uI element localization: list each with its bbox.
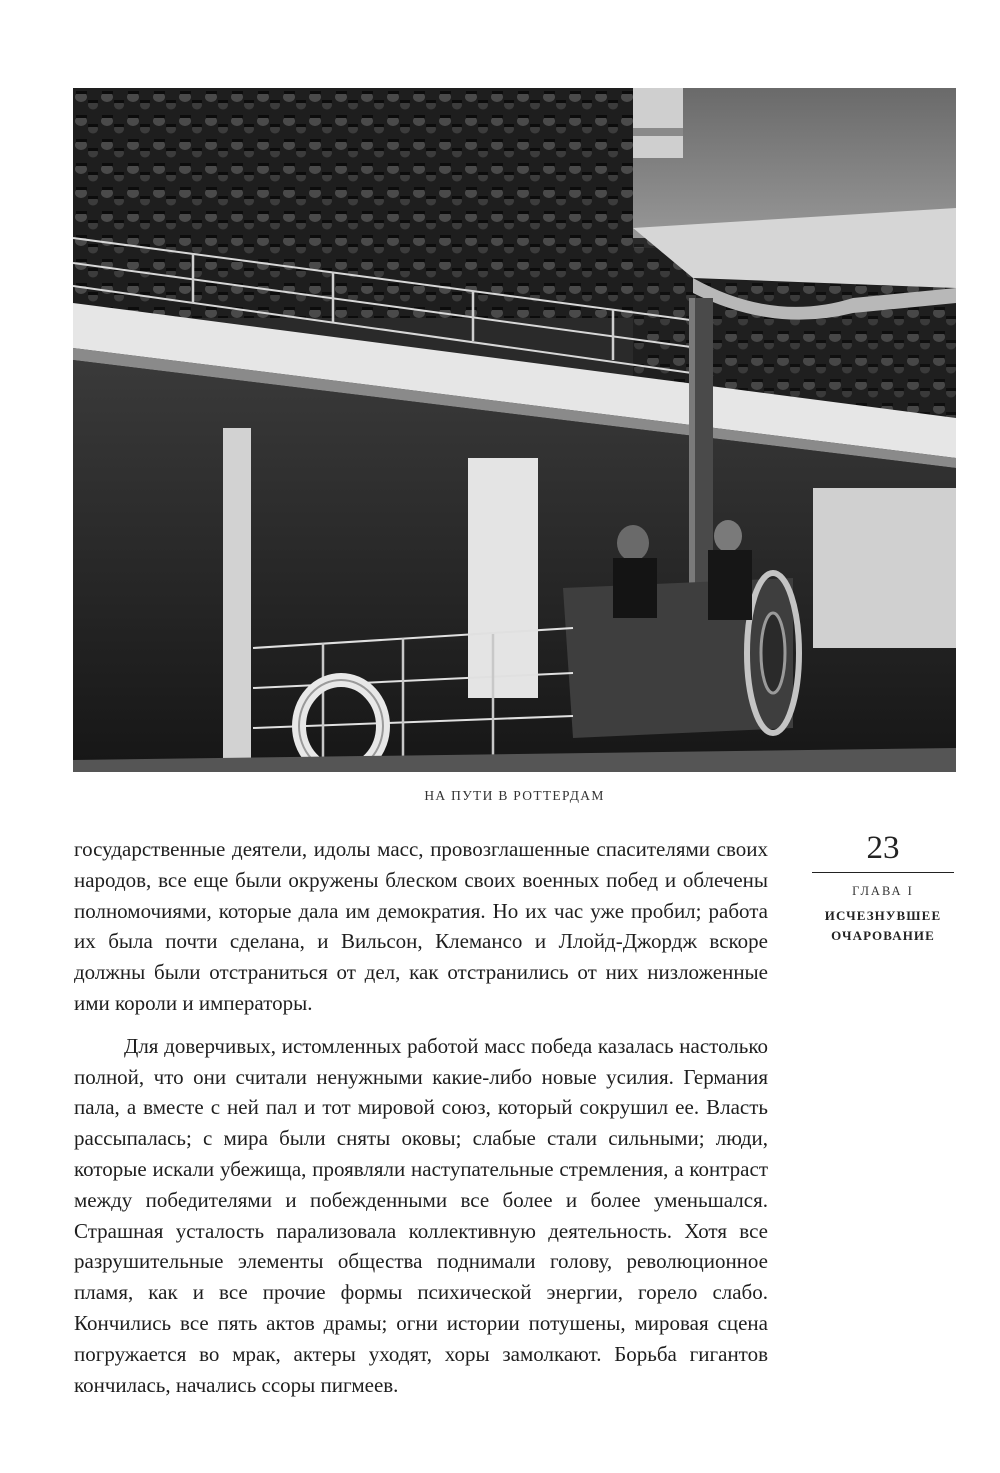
photo-illustration [73, 88, 956, 772]
paragraph: государственные деятели, идолы масс, провозглашенные спасителями своих народов, все еще были окружены блеском своих военных побед и облечены полномочиями, которые дала им демократия. Но их час уже пробил; работа их была почти сделана, и Вильсон, Клемансо и Ллойд-Джордж вскоре должны были отстраниться от дел, как отстранились от них низложенные ими короли и императоры. [74, 837, 768, 1015]
paragraph: Для доверчивых, истомленных работой масс победа казалась настолько полной, что они считали ненужными какие-либо новые усилия. Германия пала, а вместе с ней пал и тот мировой союз, который сокрушил ее. Власть рассыпалась; с мира были сняты оковы; слабые стали сильными; люди, которые искали убежища, проявляли наступательные стремления, а контраст между победителями и побежденными все более и более уменьшался. Страшная усталость парализовала коллективную деятельность. Хотя все разрушительные элементы общества поднимали голову, революционное пламя, как и все прочие формы психической энергии, горело слабо. Кончились все пять актов драмы; огни истории потушены, мировая сцена погружается во мрак, актеры уходят, хоры замолкают. Борьба гигантов кончилась, начались ссоры пигмеев. [74, 1033, 768, 1397]
chapter-title-line-2: ОЧАРОВАНИЕ [831, 928, 935, 943]
chapter-title [812, 906, 954, 946]
body-text [74, 834, 768, 1400]
chapter-title-line-1: ИСЧЕЗНУВШЕЕ [824, 908, 942, 923]
margin-divider [812, 872, 954, 873]
chapter-label: ГЛАВА I [852, 884, 914, 898]
page-number: 23 [866, 830, 900, 866]
figure-caption: НА ПУТИ В РОТТЕРДАМ [424, 788, 605, 803]
ship-deck-photograph [73, 88, 956, 772]
